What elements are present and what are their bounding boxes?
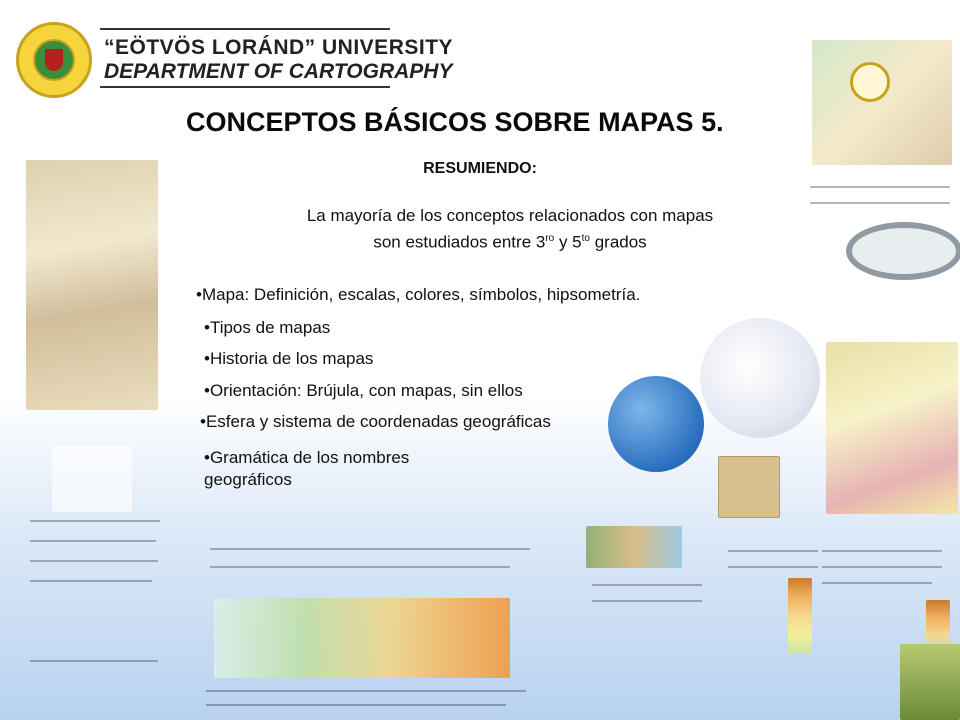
regional-map-image (826, 342, 958, 514)
intro-paragraph (210, 204, 810, 254)
collage-text-line (30, 560, 158, 562)
intro-sup-2: to (581, 233, 590, 244)
topic-map-types: •Tipos de mapas (204, 318, 331, 337)
collage-text-line (206, 690, 526, 692)
university-seal-logo (16, 22, 92, 98)
compass-bracelet-image (846, 222, 960, 280)
header-top-rule (100, 28, 390, 30)
collage-text-line (822, 582, 932, 584)
section-subtitle: RESUMIENDO: (423, 160, 537, 177)
collage-text-line (822, 566, 942, 568)
seal-shield-icon (45, 49, 63, 71)
intro-line-2-suffix: grados (589, 232, 647, 252)
blue-globe-image (608, 376, 704, 472)
old-map-image (26, 160, 158, 410)
collage-text-line (210, 548, 530, 550)
topographic-map-image (812, 40, 952, 165)
hipsometry-profile-image (214, 598, 510, 678)
collage-text-line (30, 540, 156, 542)
topic-sphere-coordinates: •Esfera y sistema de coordenadas geográficas (200, 412, 551, 431)
collage-text-line (810, 186, 950, 188)
landscape-photo-image (900, 644, 960, 720)
collage-text-line (206, 704, 506, 706)
intro-line-2-mid: y 5 (554, 232, 582, 252)
compass-image (850, 62, 890, 102)
portrait-image (718, 456, 780, 518)
topic-geographic-names: •Gramática de los nombres geográficos (204, 448, 410, 489)
header-bottom-rule (100, 86, 390, 88)
color-scale-image (788, 578, 812, 654)
intro-sup-1: ro (545, 233, 555, 244)
topic-map-definition: •Mapa: Definición, escalas, colores, símbolos, hipsometría. (196, 285, 641, 304)
collage-text-line (30, 660, 158, 662)
legend-symbols-image (52, 446, 132, 512)
intro-line-1: La mayoría de los conceptos relacionados con mapas (306, 206, 714, 225)
collage-text-line (592, 584, 702, 586)
collage-text-line (210, 566, 510, 568)
topic-map-history: •Historia de los mapas (204, 349, 374, 368)
collage-text-line (728, 566, 818, 568)
collage-text-line (728, 550, 818, 552)
university-name: “EÖTVÖS LORÁND” UNIVERSITY (104, 36, 454, 59)
collage-text-line (30, 520, 160, 522)
collage-text-line (810, 202, 950, 204)
page-title: CONCEPTOS BÁSICOS SOBRE MAPAS 5. (186, 107, 724, 137)
globe-image (700, 318, 820, 438)
collage-text-line (822, 550, 942, 552)
seal-center (33, 39, 75, 81)
department-name: DEPARTMENT OF CARTOGRAPHY (104, 60, 453, 83)
collage-text-line (592, 600, 702, 602)
topic-orientation: •Orientación: Brújula, con mapas, sin ellos (204, 381, 523, 400)
collage-text-line (30, 580, 152, 582)
intro-line-2-prefix: son estudiados entre 3 (373, 232, 546, 252)
relief-image (586, 526, 682, 568)
